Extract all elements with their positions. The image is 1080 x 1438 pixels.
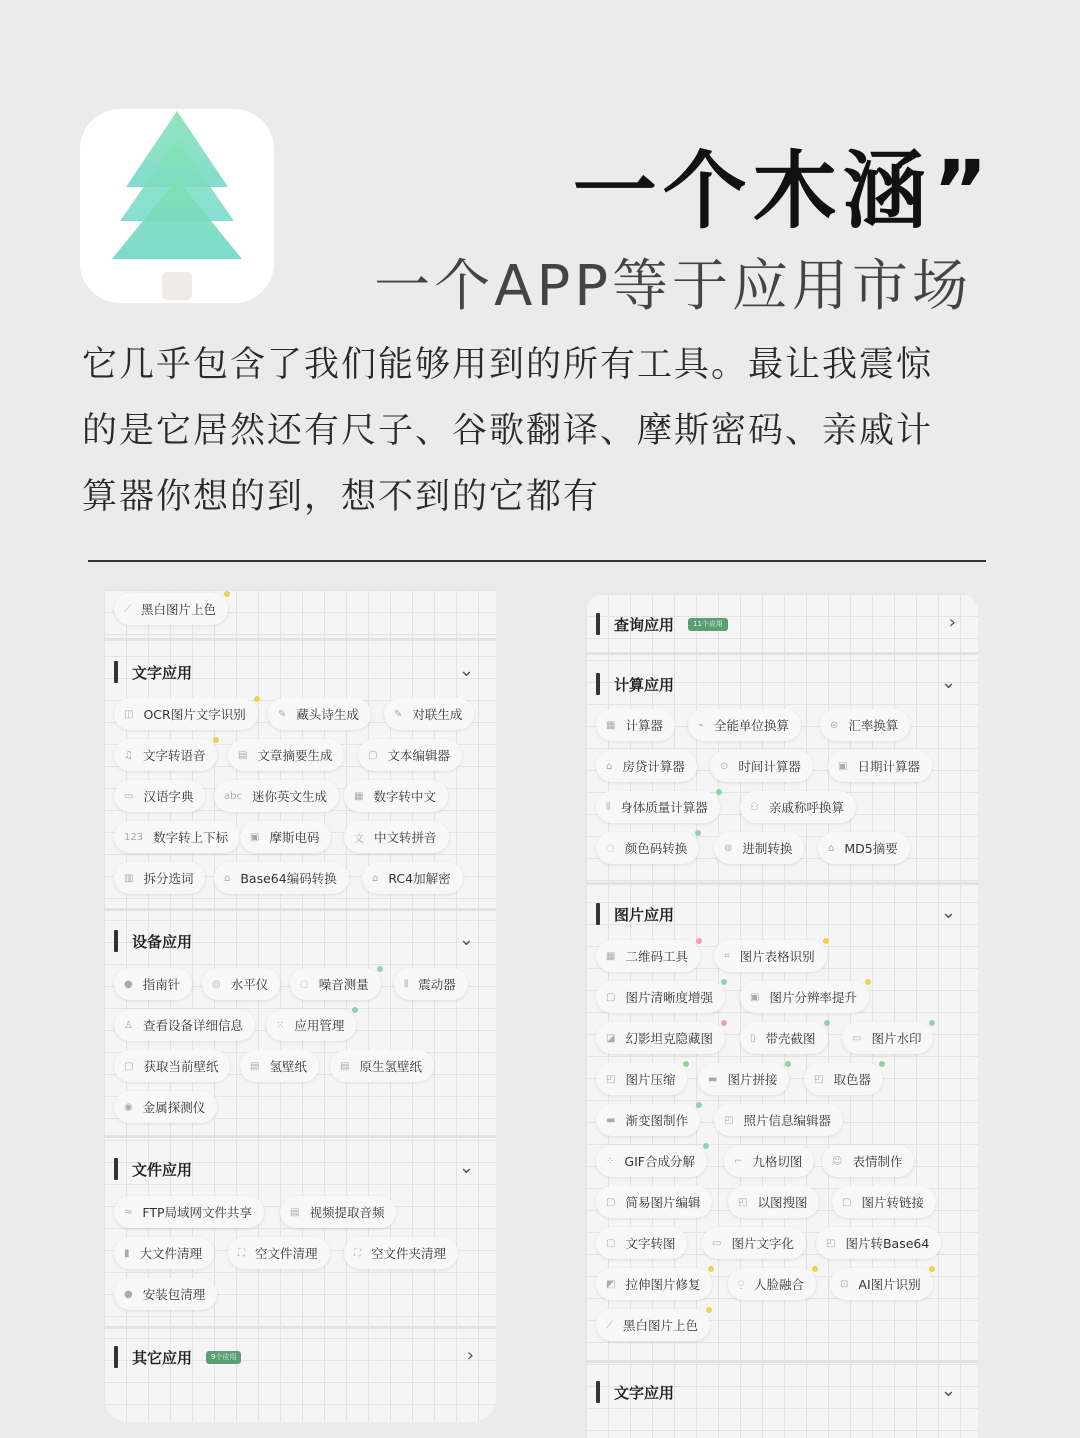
chip-label: 图片拼接 xyxy=(727,1072,778,1087)
chip-label: 大文件清理 xyxy=(139,1246,203,1261)
face-icon: ⍜ xyxy=(738,1278,744,1290)
device-icon: ♙ xyxy=(124,1019,133,1031)
ai-icon: ⊡ xyxy=(840,1278,849,1290)
new-dot xyxy=(812,1266,818,1272)
chip[interactable] xyxy=(240,821,331,853)
chip-label: 图片转Base64 xyxy=(845,1236,930,1251)
broom-icon: ⛶ xyxy=(354,1247,361,1259)
new-dot xyxy=(703,1143,709,1149)
tree-icon xyxy=(80,109,274,303)
image-icon: ▢ xyxy=(606,991,616,1003)
chip[interactable] xyxy=(114,1278,217,1310)
chip[interactable] xyxy=(596,940,700,972)
chip-label: 取色器 xyxy=(833,1072,871,1087)
chip-label: 藏头诗生成 xyxy=(296,707,359,722)
compress-icon: ◰ xyxy=(606,1073,616,1085)
chip-label: 拆分选词 xyxy=(143,871,194,886)
chip[interactable] xyxy=(714,940,827,972)
chip[interactable] xyxy=(202,968,280,1000)
chevron-right-icon[interactable]: › xyxy=(466,1345,474,1366)
emoji-icon: ☺ xyxy=(832,1155,843,1167)
chevron-down-icon[interactable]: ⌄ xyxy=(458,1157,474,1178)
chip[interactable] xyxy=(214,780,339,812)
chip-label: 幻影坦克隐藏图 xyxy=(625,1031,713,1046)
chip[interactable] xyxy=(698,1063,789,1095)
section-title: 文件应用 xyxy=(132,1160,193,1179)
chip[interactable] xyxy=(596,1104,700,1136)
clock-icon: ⊙ xyxy=(720,760,729,772)
chip[interactable] xyxy=(714,832,804,864)
chip-label: 图片压缩 xyxy=(625,1072,676,1087)
new-dot xyxy=(721,979,727,985)
right-screenshot xyxy=(586,594,978,1438)
noise-icon: ◌ xyxy=(300,978,309,990)
chip-label: 文章摘要生成 xyxy=(257,748,333,763)
chip-label: 数字转中文 xyxy=(373,789,436,804)
chip-label: FTP局域网文件共享 xyxy=(142,1205,253,1220)
chip-label: 文字转语音 xyxy=(142,748,206,763)
chip-label: 获取当前壁纸 xyxy=(143,1059,219,1074)
section-title: 文字应用 xyxy=(132,663,193,682)
chip-label: 噪音测量 xyxy=(318,977,369,992)
summary-icon: ▤ xyxy=(238,749,248,761)
house-icon: ⌂ xyxy=(606,760,613,772)
chevron-down-icon[interactable]: ⌄ xyxy=(940,1380,956,1401)
chip-label: 原生氢壁纸 xyxy=(359,1059,422,1074)
chip[interactable] xyxy=(830,1268,933,1300)
new-dot xyxy=(929,1020,935,1026)
chip[interactable] xyxy=(596,1227,687,1259)
section-bar xyxy=(114,930,118,952)
chip-label: 数字转上下标 xyxy=(153,830,229,845)
hidden-image-icon: ◪ xyxy=(606,1032,616,1044)
chip[interactable] xyxy=(842,1022,933,1054)
metal-detector-icon: ◉ xyxy=(124,1101,133,1113)
unit-icon: ⌁ xyxy=(698,719,705,731)
chip-label: 氢壁纸 xyxy=(269,1059,307,1074)
page-title: 一个木涵” xyxy=(572,142,994,240)
video-icon: ▤ xyxy=(290,1206,300,1218)
section-header-device[interactable] xyxy=(104,921,496,961)
chip[interactable] xyxy=(114,1237,214,1269)
new-dot xyxy=(213,737,219,743)
section-header-calc[interactable] xyxy=(586,664,978,704)
chip-label: 表情制作 xyxy=(852,1154,903,1169)
section-bar xyxy=(596,1381,600,1403)
chevron-down-icon[interactable]: ⌄ xyxy=(940,902,956,923)
section-title: 文字应用 xyxy=(614,1383,675,1402)
pen-icon: ✎ xyxy=(394,708,403,720)
chip[interactable] xyxy=(290,968,381,1000)
chip[interactable] xyxy=(114,1009,255,1041)
chip[interactable] xyxy=(596,832,699,864)
chip-label: 安装包清理 xyxy=(142,1287,206,1302)
exchange-icon: ⊜ xyxy=(830,719,839,731)
chip-label: OCR图片文字识别 xyxy=(143,707,246,722)
chip-label: 迷你英文生成 xyxy=(251,789,327,804)
new-dot xyxy=(716,789,722,795)
chevron-down-icon[interactable]: ⌄ xyxy=(458,929,474,950)
section-separator xyxy=(104,638,496,641)
phone-icon: ▯ xyxy=(750,1032,756,1044)
chip-label: 二维码工具 xyxy=(625,949,688,964)
edit-icon: ▢ xyxy=(368,749,378,761)
chip-label: 图片转链接 xyxy=(861,1195,924,1210)
chip[interactable] xyxy=(114,1196,264,1228)
chip-label: 汇率换算 xyxy=(848,718,899,733)
count-badge: 11个应用 xyxy=(688,618,728,631)
chip[interactable] xyxy=(214,862,349,894)
package-icon: ● xyxy=(124,1288,133,1300)
compass-icon: ● xyxy=(124,978,133,990)
chip-label: 指南针 xyxy=(142,977,181,992)
section-header-file[interactable] xyxy=(104,1149,496,1189)
chip[interactable] xyxy=(228,1237,330,1269)
count-badge: 9个应用 xyxy=(206,1351,241,1364)
new-dot xyxy=(696,1102,702,1108)
divider xyxy=(88,560,986,562)
new-dot xyxy=(824,1020,830,1026)
watermark-icon: ▭ xyxy=(852,1032,862,1044)
image-text-icon: ▭ xyxy=(712,1237,722,1249)
chip[interactable] xyxy=(358,739,462,771)
chip[interactable] xyxy=(596,1022,725,1054)
qrcode-icon: ▦ xyxy=(606,950,616,962)
new-dot xyxy=(823,938,829,944)
chip[interactable] xyxy=(114,698,258,730)
chip-label: 黑白图片上色 xyxy=(141,602,217,617)
chip[interactable] xyxy=(114,1050,230,1082)
chip[interactable] xyxy=(596,1186,712,1218)
chip[interactable] xyxy=(688,709,801,741)
chip[interactable] xyxy=(596,1063,687,1095)
chip-label: 金属探测仪 xyxy=(142,1100,206,1115)
chevron-down-icon[interactable]: ⌄ xyxy=(458,660,474,681)
section-separator xyxy=(586,1360,978,1363)
description-line: 算器你想的到，想不到的它都有 xyxy=(82,477,601,517)
chip[interactable] xyxy=(114,739,217,771)
crop-icon: ⌐ xyxy=(734,1155,743,1167)
scan-icon: ⌗ xyxy=(724,950,730,962)
new-dot xyxy=(695,830,701,836)
chip[interactable] xyxy=(596,750,697,782)
edit-image-icon: ▢ xyxy=(606,1196,616,1208)
section-title: 查询应用 xyxy=(614,615,675,634)
chip-label: 人脸融合 xyxy=(754,1277,805,1292)
chip[interactable] xyxy=(344,1237,458,1269)
chip-label: 简易图片编辑 xyxy=(625,1195,701,1210)
chip-label: 图片清晰度增强 xyxy=(625,990,713,1005)
chip-label: 摩斯电码 xyxy=(269,830,320,845)
new-dot xyxy=(929,1266,935,1272)
section-separator xyxy=(586,882,978,885)
link-icon: ▢ xyxy=(842,1196,852,1208)
brush-icon: ⟋ xyxy=(124,603,131,615)
photo-info-icon: ◰ xyxy=(724,1114,734,1126)
chip[interactable] xyxy=(740,1022,828,1054)
chip[interactable] xyxy=(702,1227,806,1259)
page-subtitle: 一个APP等于应用市场 xyxy=(374,254,972,319)
chip[interactable] xyxy=(394,968,468,1000)
audio-icon: ♫ xyxy=(124,749,133,761)
chip[interactable] xyxy=(724,1145,814,1177)
chip-label: 对联生成 xyxy=(412,707,463,722)
wifi-icon: ≈ xyxy=(124,1206,133,1218)
new-dot xyxy=(706,1307,712,1313)
chip[interactable] xyxy=(114,968,192,1000)
chip-label: 黑白图片上色 xyxy=(623,1318,699,1333)
scale-icon: ⫴ xyxy=(606,801,611,813)
chip-bw-colorize[interactable] xyxy=(114,593,228,625)
chip[interactable] xyxy=(596,1268,712,1300)
chip-label: 日期计算器 xyxy=(857,759,920,774)
split-icon: ▥ xyxy=(124,872,134,884)
collage-icon: ▬ xyxy=(708,1073,718,1085)
chip[interactable] xyxy=(344,780,448,812)
new-dot xyxy=(879,1061,885,1067)
chip[interactable] xyxy=(330,1050,434,1082)
section-bar xyxy=(596,613,600,635)
brush-icon: ⟋ xyxy=(606,1319,613,1331)
new-dot xyxy=(696,938,702,944)
image-icon: ▣ xyxy=(750,991,760,1003)
color-picker-icon: ◰ xyxy=(814,1073,824,1085)
chevron-right-icon[interactable]: › xyxy=(948,612,956,633)
chip-label: 亲戚称呼换算 xyxy=(768,800,844,815)
chip-label: 汉语字典 xyxy=(143,789,194,804)
wallpaper-icon: ▤ xyxy=(340,1060,350,1072)
chip-label: 时间计算器 xyxy=(738,759,801,774)
section-separator xyxy=(586,652,978,655)
chip[interactable] xyxy=(114,862,205,894)
chip-label: AI图片识别 xyxy=(858,1277,921,1292)
section-bar xyxy=(114,661,118,683)
section-header-image[interactable] xyxy=(586,894,978,934)
section-bar xyxy=(114,1346,118,1368)
chip[interactable] xyxy=(114,780,205,812)
section-title: 其它应用 xyxy=(132,1348,193,1367)
palette-icon: ◌ xyxy=(606,842,615,854)
new-dot xyxy=(352,1007,358,1013)
chip[interactable] xyxy=(268,698,371,730)
section-bar xyxy=(596,903,600,925)
gif-icon: ⁘ xyxy=(606,1155,615,1167)
chip-label: 图片水印 xyxy=(871,1031,922,1046)
chip-label: MD5摘要 xyxy=(844,841,898,856)
abc-icon: abc xyxy=(224,790,242,802)
wallpaper-icon: ▢ xyxy=(124,1060,134,1072)
chip[interactable] xyxy=(740,791,856,823)
radix-icon: ⊛ xyxy=(724,842,733,854)
morse-icon: ▣ xyxy=(250,831,260,843)
chip[interactable] xyxy=(714,1104,843,1136)
number-icon: ▦ xyxy=(354,790,364,802)
base64-icon: ◰ xyxy=(826,1237,836,1249)
new-dot xyxy=(865,979,871,985)
chip-label: 图片分辨率提升 xyxy=(769,990,857,1005)
trash-icon: ▮ xyxy=(124,1247,130,1259)
book-icon: ▭ xyxy=(124,790,134,802)
new-dot xyxy=(254,696,260,702)
section-separator xyxy=(104,1326,496,1329)
chip[interactable] xyxy=(266,1009,356,1041)
chip[interactable] xyxy=(740,981,869,1013)
chip-label: Base64编码转换 xyxy=(240,871,337,886)
left-screenshot xyxy=(104,590,496,1422)
chip[interactable] xyxy=(710,750,813,782)
chip[interactable] xyxy=(280,1196,396,1228)
chip[interactable] xyxy=(240,1050,319,1082)
chip[interactable] xyxy=(728,1186,819,1218)
chip-label: 应用管理 xyxy=(294,1018,345,1033)
chip-label: 图片文字化 xyxy=(731,1236,794,1251)
chip[interactable] xyxy=(114,821,240,853)
description-line: 它几乎包含了我们能够用到的所有工具。最让我震惊 xyxy=(82,345,934,385)
pen-icon: ✎ xyxy=(278,708,287,720)
chip-label: 查看设备详细信息 xyxy=(142,1018,243,1033)
chip-label: GIF合成分解 xyxy=(624,1154,695,1169)
section-header-other[interactable] xyxy=(104,1337,496,1377)
chip[interactable] xyxy=(596,981,725,1013)
chip-label: 文字转图 xyxy=(625,1236,676,1251)
ocr-icon: ◫ xyxy=(124,708,134,720)
calendar-icon: ▣ xyxy=(838,760,848,772)
section-title: 图片应用 xyxy=(614,905,675,924)
chip-label: 房贷计算器 xyxy=(622,759,685,774)
chip-label: 中文转拼音 xyxy=(374,830,437,845)
chip[interactable] xyxy=(596,791,720,823)
chip[interactable] xyxy=(114,1091,217,1123)
search-image-icon: ◰ xyxy=(738,1196,748,1208)
wallpaper-icon: ▤ xyxy=(250,1060,260,1072)
section-header-query[interactable] xyxy=(586,604,978,644)
chip[interactable] xyxy=(344,821,449,853)
chip[interactable] xyxy=(816,1227,941,1259)
chip-label: 空文件清理 xyxy=(255,1246,318,1261)
123-icon: 123 xyxy=(124,831,144,843)
chip[interactable] xyxy=(384,698,474,730)
chip-label: 以图搜图 xyxy=(757,1195,808,1210)
section-bar xyxy=(596,673,600,695)
chip-label: 进制转换 xyxy=(742,841,793,856)
chevron-down-icon[interactable]: ⌄ xyxy=(940,672,956,693)
new-dot xyxy=(224,591,230,597)
chip-label: 带壳截图 xyxy=(765,1031,816,1046)
vibrate-icon: ⫴ xyxy=(404,978,409,990)
level-icon: ◎ xyxy=(212,978,221,990)
chip[interactable] xyxy=(596,1145,707,1177)
chip[interactable] xyxy=(804,1063,883,1095)
chip-label: 九格切图 xyxy=(752,1154,803,1169)
gradient-icon: ▬ xyxy=(606,1114,616,1126)
chip[interactable] xyxy=(828,750,932,782)
calculator-icon: ▦ xyxy=(606,719,616,731)
new-dot xyxy=(708,1266,714,1272)
new-dot xyxy=(377,966,383,972)
section-separator xyxy=(104,1135,496,1138)
chip-label: 空文件夹清理 xyxy=(371,1246,447,1261)
chip-label: 震动器 xyxy=(418,977,456,992)
chip-label: 渐变图制作 xyxy=(625,1113,688,1128)
chip[interactable] xyxy=(822,1145,914,1177)
section-separator xyxy=(104,908,496,911)
description xyxy=(82,332,1002,530)
family-icon: ⚇ xyxy=(750,801,759,813)
apps-icon: ⁙ xyxy=(276,1019,285,1031)
chip-label: 拉伸图片修复 xyxy=(625,1277,701,1292)
chip-label: 文本编辑器 xyxy=(387,748,450,763)
chip-label: 视频提取音频 xyxy=(309,1205,385,1220)
chip[interactable] xyxy=(228,739,344,771)
section-header-text[interactable] xyxy=(104,652,496,692)
chip[interactable] xyxy=(832,1186,936,1218)
translate-icon: 文 xyxy=(354,833,364,845)
description-line: 的是它居然还有尺子、谷歌翻译、摩斯密码、亲戚计 xyxy=(82,411,934,451)
new-dot xyxy=(721,1020,727,1026)
chip[interactable] xyxy=(362,862,463,894)
lock-icon: ⌂ xyxy=(372,872,379,884)
chip-label: 身体质量计算器 xyxy=(620,800,708,815)
chip-label: 颜色码转换 xyxy=(624,841,688,856)
section-bar xyxy=(114,1158,118,1180)
chip[interactable] xyxy=(818,832,910,864)
chip[interactable] xyxy=(820,709,910,741)
chip-label: RC4加解密 xyxy=(388,871,451,886)
chip-label: 图片表格识别 xyxy=(739,949,815,964)
new-dot xyxy=(785,1061,791,1067)
section-title: 计算应用 xyxy=(614,675,675,694)
app-logo xyxy=(80,109,274,303)
chip[interactable] xyxy=(728,1268,816,1300)
lock-icon: ⌂ xyxy=(828,842,835,854)
chip-label: 全能单位换算 xyxy=(714,718,790,733)
chip-label: 水平仪 xyxy=(230,977,269,992)
chip[interactable] xyxy=(596,1309,710,1341)
chip-label: 计算器 xyxy=(625,718,663,733)
section-title: 设备应用 xyxy=(132,932,193,951)
new-dot xyxy=(683,1061,689,1067)
chip[interactable] xyxy=(596,709,675,741)
broom-icon: ⛶ xyxy=(238,1247,245,1259)
chip-label: 照片信息编辑器 xyxy=(743,1113,831,1128)
text-image-icon: ▢ xyxy=(606,1237,616,1249)
lock-icon: ⌂ xyxy=(224,872,231,884)
stretch-icon: ◩ xyxy=(606,1278,616,1290)
section-header-text[interactable] xyxy=(586,1372,978,1412)
